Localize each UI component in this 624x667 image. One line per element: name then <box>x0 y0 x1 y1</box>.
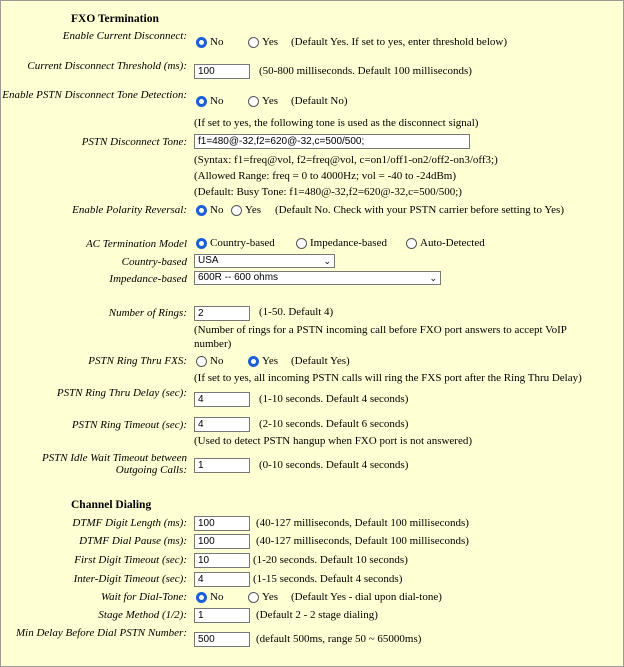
first-digit-timeout-note: (1-20 seconds. Default 10 seconds) <box>253 554 408 566</box>
wait-dial-tone-yes-label: Yes <box>262 591 279 603</box>
current-disconnect-yes-radio[interactable] <box>248 37 259 48</box>
first-digit-timeout-label: First Digit Timeout (sec): <box>74 554 187 566</box>
wait-dial-tone-note: (Default Yes - dial upon dial-tone) <box>291 591 442 603</box>
polarity-reversal-note: (Default No. Check with your PSTN carrier before setting to Yes) <box>275 204 564 216</box>
ring-thru-fxs-yes-label: Yes <box>262 355 279 367</box>
inter-digit-timeout-note: (1-15 seconds. Default 4 seconds) <box>253 573 403 585</box>
dtmf-digit-length-note: (40-127 milliseconds, Default 100 milliseconds) <box>256 517 469 529</box>
pstn-ring-timeout-note: (2-10 seconds. Default 6 seconds) <box>259 418 409 430</box>
pstn-disconnect-tone-detection-label: Enable PSTN Disconnect Tone Detection: <box>2 89 187 101</box>
ac-termination-auto-label: Auto-Detected <box>420 237 485 249</box>
disconnect-tone-range: (Allowed Range: freq = 0 to 4000Hz; vol = -40 to -24dBm) <box>194 170 457 182</box>
current-disconnect-no-radio[interactable] <box>196 37 207 48</box>
polarity-reversal-label: Enable Polarity Reversal: <box>72 204 187 216</box>
disconnect-tone-default: (Default: Busy Tone: f1=480@-32,f2=620@-32,c=500/500;) <box>194 186 462 198</box>
min-delay-before-dial-label: Min Delay Before Dial PSTN Number: <box>16 627 187 639</box>
impedance-based-label: Impedance-based <box>109 273 187 285</box>
ac-termination-auto-radio[interactable] <box>406 238 417 249</box>
number-of-rings-input[interactable]: 2 <box>194 306 250 321</box>
ac-termination-model-label: AC Termination Model <box>85 238 187 250</box>
impedance-based-value: 600R -- 600 ohms <box>198 272 279 283</box>
ring-thru-fxs-yes-radio[interactable] <box>248 356 259 367</box>
tone-detection-no-radio[interactable] <box>196 96 207 107</box>
pstn-idle-wait-timeout-note: (0-10 seconds. Default 4 seconds) <box>259 459 409 471</box>
pstn-ring-timeout-note2: (Used to detect PSTN hangup when FXO port is not answered) <box>194 435 473 447</box>
tone-detection-no-label: No <box>210 95 224 107</box>
channel-dialing-heading: Channel Dialing <box>71 499 152 511</box>
pstn-ring-timeout-input[interactable]: 4 <box>194 417 250 432</box>
inter-digit-timeout-input[interactable]: 4 <box>194 572 250 587</box>
pstn-idle-wait-timeout-label: PSTN Idle Wait Timeout between Outgoing Calls: <box>41 452 187 476</box>
ac-termination-country-label: Country-based <box>210 237 275 249</box>
fxo-termination-heading: FXO Termination <box>71 13 159 25</box>
pstn-ring-thru-delay-input[interactable]: 4 <box>194 392 250 407</box>
pstn-ring-timeout-label: PSTN Ring Timeout (sec): <box>71 419 187 431</box>
pstn-ring-thru-delay-note: (1-10 seconds. Default 4 seconds) <box>259 393 409 405</box>
polarity-reversal-yes-radio[interactable] <box>231 205 242 216</box>
current-disconnect-threshold-label: Current Disconnect Threshold (ms): <box>27 60 187 72</box>
pstn-ring-thru-delay-label: PSTN Ring Thru Delay (sec): <box>56 387 187 399</box>
enable-current-disconnect-label: Enable Current Disconnect: <box>62 30 187 42</box>
dtmf-dial-pause-input[interactable]: 100 <box>194 534 250 549</box>
current-disconnect-no-label: No <box>210 36 224 48</box>
ring-thru-fxs-note: (Default Yes) <box>291 355 350 367</box>
country-based-select[interactable] <box>194 254 335 268</box>
tone-detection-note2: (If set to yes, the following tone is used as the disconnect signal) <box>194 117 479 129</box>
wait-dial-tone-no-radio[interactable] <box>196 592 207 603</box>
pstn-disconnect-tone-label: PSTN Disconnect Tone: <box>81 136 187 148</box>
current-disconnect-yes-label: Yes <box>262 36 279 48</box>
pstn-idle-wait-timeout-input[interactable]: 1 <box>194 458 250 473</box>
ring-thru-fxs-no-label: No <box>210 355 224 367</box>
number-of-rings-note: (1-50. Default 4) <box>259 306 334 318</box>
stage-method-label: Stage Method (1/2): <box>98 609 187 621</box>
current-disconnect-note: (Default Yes. If set to yes, enter threshold below) <box>291 36 507 48</box>
polarity-reversal-no-label: No <box>210 204 224 216</box>
wait-dial-tone-yes-radio[interactable] <box>248 592 259 603</box>
dtmf-digit-length-label: DTMF Digit Length (ms): <box>72 517 187 529</box>
stage-method-note: (Default 2 - 2 stage dialing) <box>256 609 378 621</box>
ac-termination-country-radio[interactable] <box>196 238 207 249</box>
first-digit-timeout-input[interactable]: 10 <box>194 553 250 568</box>
country-based-label: Country-based <box>121 256 187 268</box>
chevron-down-icon: ⌄ <box>323 256 331 266</box>
current-disconnect-threshold-input[interactable]: 100 <box>194 64 250 79</box>
pstn-disconnect-tone-input[interactable]: f1=480@-32,f2=620@-32,c=500/500; <box>194 134 470 149</box>
dtmf-dial-pause-note: (40-127 milliseconds, Default 100 milliseconds) <box>256 535 469 547</box>
ring-thru-fxs-note2: (If set to yes, all incoming PSTN calls will ring the FXS port after the Ring Thru Delay) <box>194 372 582 384</box>
tone-detection-yes-label: Yes <box>262 95 279 107</box>
tone-detection-note: (Default No) <box>291 95 348 107</box>
dtmf-digit-length-input[interactable]: 100 <box>194 516 250 531</box>
min-delay-before-dial-note: (default 500ms, range 50 ~ 65000ms) <box>256 633 422 645</box>
pstn-ring-thru-fxs-label: PSTN Ring Thru FXS: <box>88 355 187 367</box>
country-based-value: USA <box>198 255 219 266</box>
number-of-rings-label: Number of Rings: <box>108 307 187 319</box>
dtmf-dial-pause-label: DTMF Dial Pause (ms): <box>79 535 187 547</box>
ac-termination-impedance-label: Impedance-based <box>310 237 387 249</box>
wait-for-dial-tone-label: Wait for Dial-Tone: <box>101 591 187 603</box>
ac-termination-impedance-radio[interactable] <box>296 238 307 249</box>
disconnect-tone-syntax: (Syntax: f1=freq@vol, f2=freq@vol, c=on1/off1-on2/off2-on3/off3;) <box>194 154 498 166</box>
wait-dial-tone-no-label: No <box>210 591 224 603</box>
min-delay-before-dial-input[interactable]: 500 <box>194 632 250 647</box>
inter-digit-timeout-label: Inter-Digit Timeout (sec): <box>73 573 187 585</box>
stage-method-input[interactable]: 1 <box>194 608 250 623</box>
chevron-down-icon: ⌄ <box>429 273 437 283</box>
tone-detection-yes-radio[interactable] <box>248 96 259 107</box>
number-of-rings-note2b: number) <box>194 338 232 350</box>
impedance-based-select[interactable] <box>194 271 441 285</box>
polarity-reversal-no-radio[interactable] <box>196 205 207 216</box>
current-disconnect-threshold-note: (50-800 milliseconds. Default 100 milliseconds) <box>259 65 472 77</box>
ring-thru-fxs-no-radio[interactable] <box>196 356 207 367</box>
polarity-reversal-yes-label: Yes <box>245 204 262 216</box>
number-of-rings-note2a: (Number of rings for a PSTN incoming call before FXO port answers to accept VoIP <box>194 324 567 336</box>
